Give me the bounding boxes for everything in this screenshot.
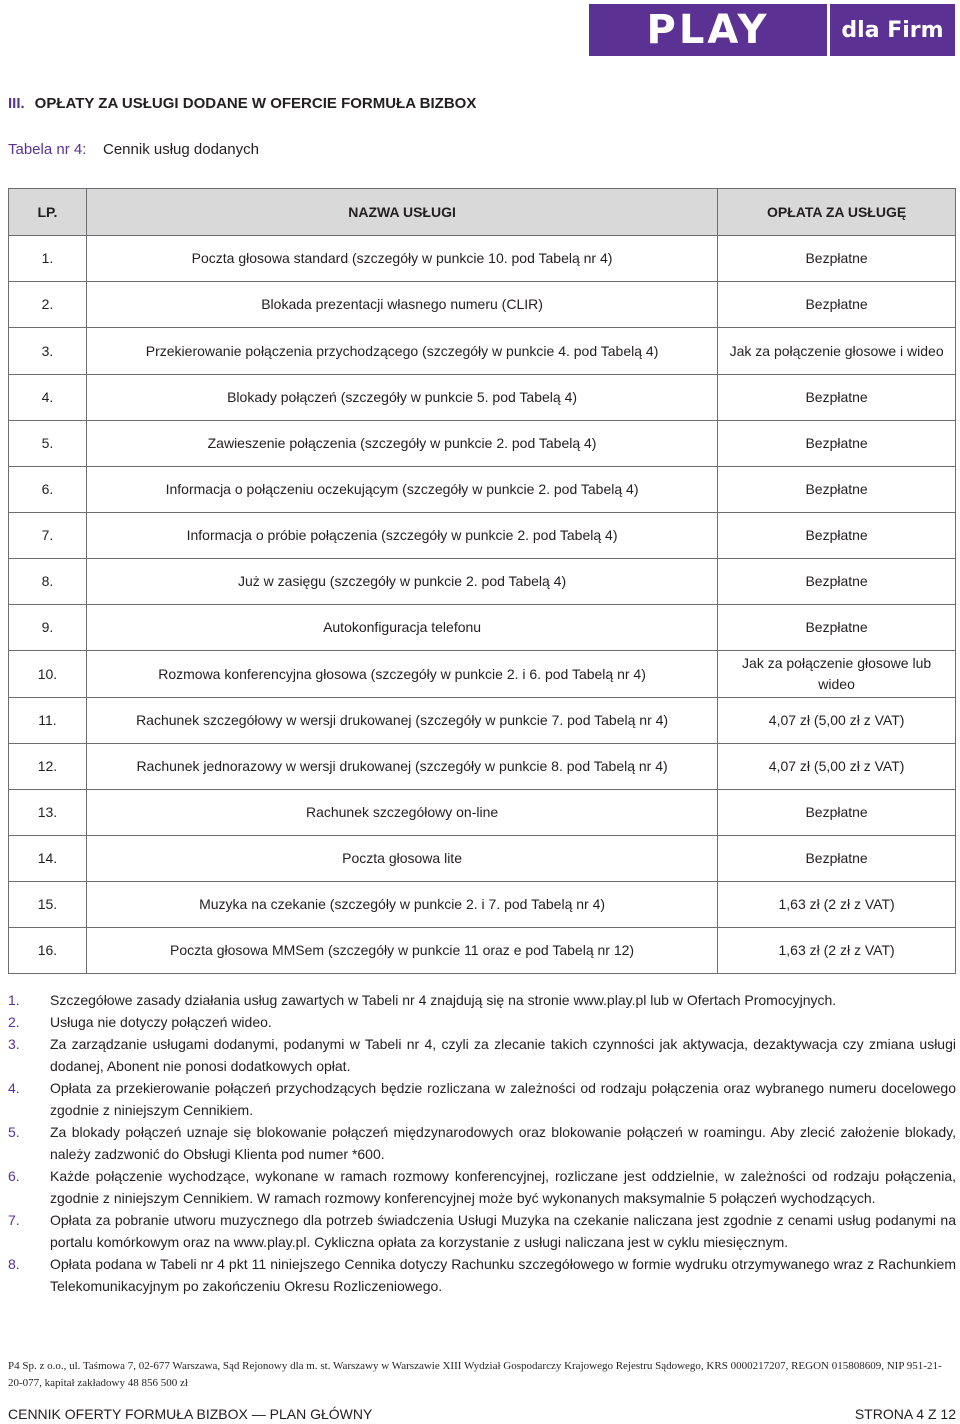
note-number: 7.	[8, 1212, 20, 1228]
note-text: Za blokady połączeń uznaje się blokowanie połączeń międzynarodowych oraz blokowanie połączeń w roamingu. Aby zlecić założenie blokady, należy zadzwonić do Obsługi Klienta pod numer *600.	[50, 1124, 956, 1162]
cell-name: Poczta głosowa MMSem (szczegóły w punkcie 11 oraz e pod Tabelą nr 12)	[86, 928, 717, 974]
cell-name: Muzyka na czekanie (szczegóły w punkcie 2. i 7. pod Tabelą nr 4)	[86, 882, 717, 928]
note-text: Szczegółowe zasady działania usług zawartych w Tabeli nr 4 znajdują się na stronie www.play.pl lub w Ofertach Promocyjnych.	[50, 992, 837, 1008]
cell-name: Już w zasięgu (szczegóły w punkcie 2. pod Tabelą 4)	[86, 559, 717, 605]
cell-lp: 6.	[9, 467, 87, 513]
note-number: 3.	[8, 1036, 20, 1052]
cell-fee: Bezpłatne	[718, 236, 956, 282]
list-item	[8, 1253, 956, 1297]
cell-lp: 12.	[9, 744, 87, 790]
cell-name: Przekierowanie połączenia przychodzącego (szczegóły w punkcie 4. pod Tabelą 4)	[86, 328, 717, 375]
cell-lp: 11.	[9, 698, 87, 744]
table-row	[9, 605, 956, 651]
header-lp: LP.	[9, 189, 87, 236]
table-row	[9, 328, 956, 375]
table-row	[9, 928, 956, 974]
cell-name: Rachunek jednorazowy w wersji drukowanej (szczegóły w punkcie 8. pod Tabelą nr 4)	[86, 744, 717, 790]
table-row	[9, 421, 956, 467]
list-item	[8, 1077, 956, 1121]
cell-fee: Bezpłatne	[718, 836, 956, 882]
cell-name: Blokada prezentacji własnego numeru (CLIR)	[86, 282, 717, 328]
table-caption-label: Tabela nr 4:	[8, 141, 87, 158]
table-row	[9, 559, 956, 605]
cell-fee: Bezpłatne	[718, 467, 956, 513]
cell-fee: Bezpłatne	[718, 559, 956, 605]
cell-fee: 1,63 zł (2 zł z VAT)	[718, 928, 956, 974]
cell-fee: Bezpłatne	[718, 375, 956, 421]
footer-legal-text: P4 Sp. z o.o., ul. Taśmowa 7, 02-677 Warszawa, Sąd Rejonowy dla m. st. Warszawy w Warszawie XIII Wydział Gospodarczy Krajowego Rejestru Sądowego, KRS 0000217207, REGON 015808609, NIP 951-21-20-077, kapitał zakładowy 48 856 500 zł	[8, 1360, 942, 1389]
list-item	[8, 989, 956, 1011]
cell-name: Autokonfiguracja telefonu	[86, 605, 717, 651]
table-row	[9, 882, 956, 928]
cell-fee: 4,07 zł (5,00 zł z VAT)	[718, 698, 956, 744]
cell-fee: Bezpłatne	[718, 513, 956, 559]
cell-lp: 1.	[9, 236, 87, 282]
cell-name: Zawieszenie połączenia (szczegóły w punkcie 2. pod Tabelą 4)	[86, 421, 717, 467]
note-text: Opłata za przekierowanie połączeń przychodzących będzie rozliczana w zależności od rodzaju połączenia oraz wybranego numeru docelowego zgodnie z niniejszym Cennikiem.	[50, 1080, 956, 1118]
cell-name: Poczta głosowa standard (szczegóły w punkcie 10. pod Tabelą nr 4)	[86, 236, 717, 282]
cell-lp: 13.	[9, 790, 87, 836]
note-number: 4.	[8, 1080, 20, 1096]
cell-fee: Bezpłatne	[718, 790, 956, 836]
header-name: NAZWA USŁUGI	[86, 189, 717, 236]
cell-fee: Bezpłatne	[718, 282, 956, 328]
note-number: 6.	[8, 1168, 20, 1184]
table-header-row	[9, 189, 956, 236]
section-title: OPŁATY ZA USŁUGI DODANE W OFERCIE FORMUŁA BIZBOX	[34, 95, 477, 112]
note-text: Usługa nie dotyczy połączeń wideo.	[50, 1014, 272, 1030]
list-item	[8, 1209, 956, 1253]
header-fee: OPŁATA ZA USŁUGĘ	[718, 189, 956, 236]
cell-name: Rachunek szczegółowy w wersji drukowanej (szczegóły w punkcie 7. pod Tabelą nr 4)	[86, 698, 717, 744]
table-row	[9, 698, 956, 744]
list-item	[8, 1011, 956, 1033]
cell-fee: 4,07 zł (5,00 zł z VAT)	[718, 744, 956, 790]
cell-lp: 5.	[9, 421, 87, 467]
section-heading	[8, 95, 476, 112]
table-caption	[8, 141, 259, 158]
note-text: Za zarządzanie usługami dodanymi, podanymi w Tabeli nr 4, czyli za zlecanie takich czynności jak aktywacja, dezaktywacja czy zmiana usługi dodanej, Abonent nie ponosi dodatkowych opłat.	[50, 1036, 956, 1074]
table-caption-title: Cennik usług dodanych	[103, 141, 259, 158]
table-row	[9, 467, 956, 513]
cell-lp: 15.	[9, 882, 87, 928]
table-row	[9, 282, 956, 328]
logo-segment: dla Firm	[830, 4, 955, 56]
section-number: III.	[8, 95, 25, 112]
footer-page-number: STRONA 4 Z 12	[854, 1406, 956, 1422]
cell-name: Rachunek szczegółowy on-line	[86, 790, 717, 836]
cell-name: Informacja o połączeniu oczekującym (szczegóły w punkcie 2. pod Tabelą 4)	[86, 467, 717, 513]
note-number: 1.	[8, 992, 20, 1008]
cell-fee: Jak za połączenie głosowe lub wideo	[718, 651, 956, 698]
logo-brand: PLAY	[589, 4, 827, 56]
note-text: Opłata podana w Tabeli nr 4 pkt 11 niniejszego Cennika dotyczy Rachunku szczegółowego w formie wydruku otrzymywanego wraz z Rachunkiem Telekomunikacyjnym po zakończeniu Okresu Rozliczeniowego.	[50, 1256, 956, 1294]
footer-bar	[8, 1406, 956, 1422]
cell-fee: Bezpłatne	[718, 605, 956, 651]
table-row	[9, 651, 956, 698]
table-row	[9, 790, 956, 836]
cell-lp: 10.	[9, 651, 87, 698]
cell-fee: Bezpłatne	[718, 421, 956, 467]
note-text: Każde połączenie wychodzące, wykonane w ramach rozmowy konferencyjnej, rozliczane jest oddzielnie, w zależności od rodzaju połączenia, zgodnie z niniejszym Cennikiem. W ramach rozmowy konferencyjnej może być wykonanych maksymalnie 5 połączeń wychodzących.	[50, 1168, 956, 1206]
cell-lp: 8.	[9, 559, 87, 605]
play-logo	[589, 4, 955, 56]
table-row	[9, 375, 956, 421]
cell-lp: 16.	[9, 928, 87, 974]
list-item	[8, 1121, 956, 1165]
table-row	[9, 836, 956, 882]
cell-name: Informacja o próbie połączenia (szczegóły w punkcie 2. pod Tabelą 4)	[86, 513, 717, 559]
cell-lp: 3.	[9, 328, 87, 375]
list-item	[8, 1033, 956, 1077]
cell-name: Poczta głosowa lite	[86, 836, 717, 882]
pricing-table	[8, 188, 956, 974]
note-number: 8.	[8, 1256, 20, 1272]
note-number: 5.	[8, 1124, 20, 1140]
cell-lp: 2.	[9, 282, 87, 328]
cell-fee: 1,63 zł (2 zł z VAT)	[718, 882, 956, 928]
footer-document-title: CENNIK OFERTY FORMUŁA BIZBOX — PLAN GŁÓWNY	[8, 1406, 373, 1422]
table-row	[9, 236, 956, 282]
cell-lp: 4.	[9, 375, 87, 421]
table-notes	[8, 989, 956, 1297]
list-item	[8, 1165, 956, 1209]
cell-name: Blokady połączeń (szczegóły w punkcie 5. pod Tabelą 4)	[86, 375, 717, 421]
table-row	[9, 744, 956, 790]
cell-lp: 7.	[9, 513, 87, 559]
note-text: Opłata za pobranie utworu muzycznego dla potrzeb świadczenia Usługi Muzyka na czekanie naliczana jest zgodnie z cenami usług podanymi na portalu komórkowym oraz na www.play.pl. Cykliczna opłata za korzystanie z usługi naliczana jest w cyklu miesięcznym.	[50, 1212, 956, 1250]
cell-lp: 9.	[9, 605, 87, 651]
table-row	[9, 513, 956, 559]
cell-name: Rozmowa konferencyjna głosowa (szczegóły w punkcie 2. i 6. pod Tabelą nr 4)	[86, 651, 717, 698]
note-number: 2.	[8, 1014, 20, 1030]
cell-fee: Jak za połączenie głosowe i wideo	[718, 328, 956, 375]
cell-lp: 14.	[9, 836, 87, 882]
